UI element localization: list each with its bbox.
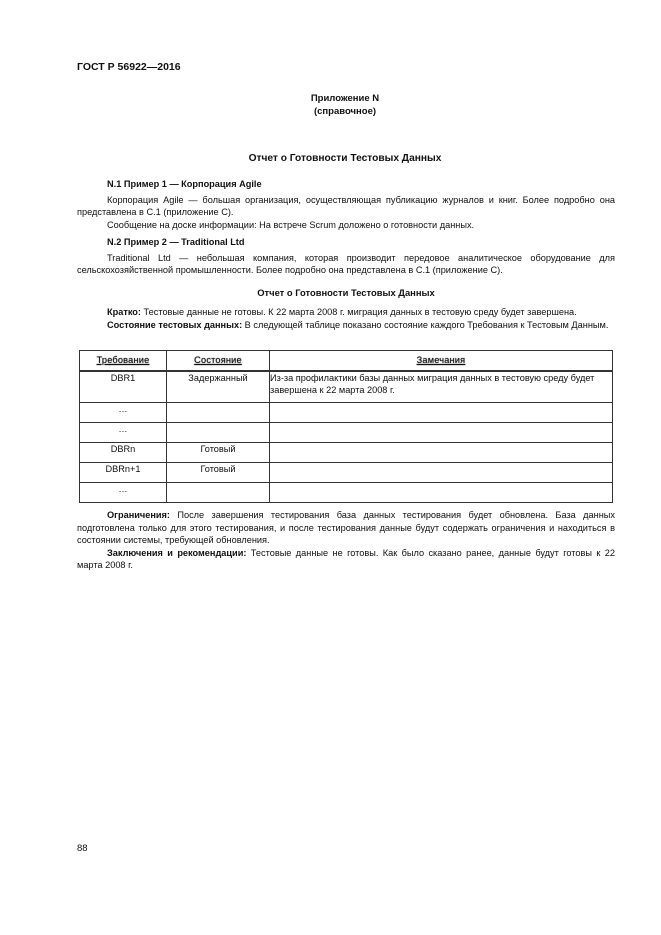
- appendix-title: Приложение N: [310, 93, 380, 104]
- section-1-paragraph-1: Корпорация Agile — большая организация, осуществляющая публикацию журналов и книг. Более подробно она представлена в С.1 (приложение С).: [77, 194, 615, 218]
- cell-notes: [270, 443, 613, 463]
- table-row: [80, 463, 613, 483]
- cell-state: Задержанный: [167, 371, 270, 403]
- state-text: В следующей таблице показано состояние каждого Требования к Тестовым Данным.: [242, 319, 609, 330]
- cell-requirement: DBR1: [80, 371, 167, 403]
- section-2: [77, 236, 615, 277]
- conclusions-text: Тестовые данные не готовы. Как было сказано ранее, данные будут готовы к 22 марта 2008 г.: [77, 547, 615, 571]
- header-requirement-label: Требование: [96, 355, 150, 366]
- table-row: [80, 403, 613, 423]
- header-state: [167, 351, 270, 372]
- cell-notes: [270, 463, 613, 483]
- cell-notes: [270, 403, 613, 423]
- table-row: [80, 443, 613, 463]
- report-conclusions: [77, 509, 615, 572]
- table-row: [80, 483, 613, 503]
- header-state-label: Состояние: [194, 355, 242, 366]
- limits-paragraph: [77, 509, 615, 547]
- appendix-title-block: [0, 92, 661, 118]
- section-2-heading: N.2 Пример 2 — Traditional Ltd: [107, 237, 245, 247]
- cell-requirement: …: [80, 403, 167, 423]
- brief-text: Тестовые данные не готовы. К 22 марта 2008 г. миграция данных в тестовую среду будет завершена.: [140, 307, 577, 317]
- cell-notes: [270, 423, 613, 443]
- header-notes: [270, 351, 613, 372]
- header-requirement: [80, 351, 167, 372]
- appendix-subtitle: (справочное): [313, 106, 377, 117]
- table-row: [80, 423, 613, 443]
- document-header: ГОСТ Р 56922—2016: [77, 61, 181, 73]
- cell-state: [167, 403, 270, 423]
- report-intro: [77, 306, 615, 331]
- cell-state: Готовый: [167, 463, 270, 483]
- section-2-paragraph-1: Traditional Ltd — небольшая компания, которая производит передовое аналитическое оборудование для сельскохозяйственной промышленности. Более подробно она представлена в С.1 (приложение С).: [77, 252, 615, 276]
- table-header-row: [80, 351, 613, 372]
- cell-state: Готовый: [167, 443, 270, 463]
- brief-paragraph: [77, 306, 615, 319]
- cell-requirement: DBRn+1: [80, 463, 167, 483]
- limits-label: Ограничения:: [107, 510, 170, 520]
- cell-requirement: DBRn: [80, 443, 167, 463]
- main-title: Отчет о Готовности Тестовых Данных: [248, 153, 442, 164]
- section-1-paragraph-2: Сообщение на доске информации: На встрече Scrum доложено о готовности данных.: [107, 219, 475, 230]
- section-1-heading: N.1 Пример 1 — Корпорация Agile: [107, 179, 262, 189]
- state-paragraph: [77, 319, 615, 332]
- state-label: Состояние тестовых данных:: [107, 319, 243, 330]
- cell-state: [167, 423, 270, 443]
- section-1: [77, 178, 615, 231]
- cell-notes: [270, 483, 613, 503]
- conclusions-paragraph: [77, 547, 615, 572]
- limits-text: После завершения тестирования база данных тестирования будет обновлена. База данных подготовлена только для этого тестирования, и после тестирования данные будут содержать ограничения и находиться в состоянии системы, требующей обновления.: [77, 510, 615, 546]
- cell-state: [167, 483, 270, 503]
- table-row: [80, 371, 613, 403]
- conclusions-label: Заключения и рекомендации:: [107, 547, 247, 558]
- cell-requirement: …: [80, 423, 167, 443]
- page-number: 88: [77, 843, 88, 854]
- brief-label: Кратко:: [107, 307, 141, 317]
- report-title: Отчет о Готовности Тестовых Данных: [257, 287, 435, 298]
- cell-notes: Из-за профилактики базы данных миграция данных в тестовую среду будет завершена к 22 марта 2008 г.: [270, 371, 613, 403]
- header-notes-label: Замечания: [416, 355, 466, 366]
- test-data-status-table: [79, 350, 613, 503]
- cell-requirement: …: [80, 483, 167, 503]
